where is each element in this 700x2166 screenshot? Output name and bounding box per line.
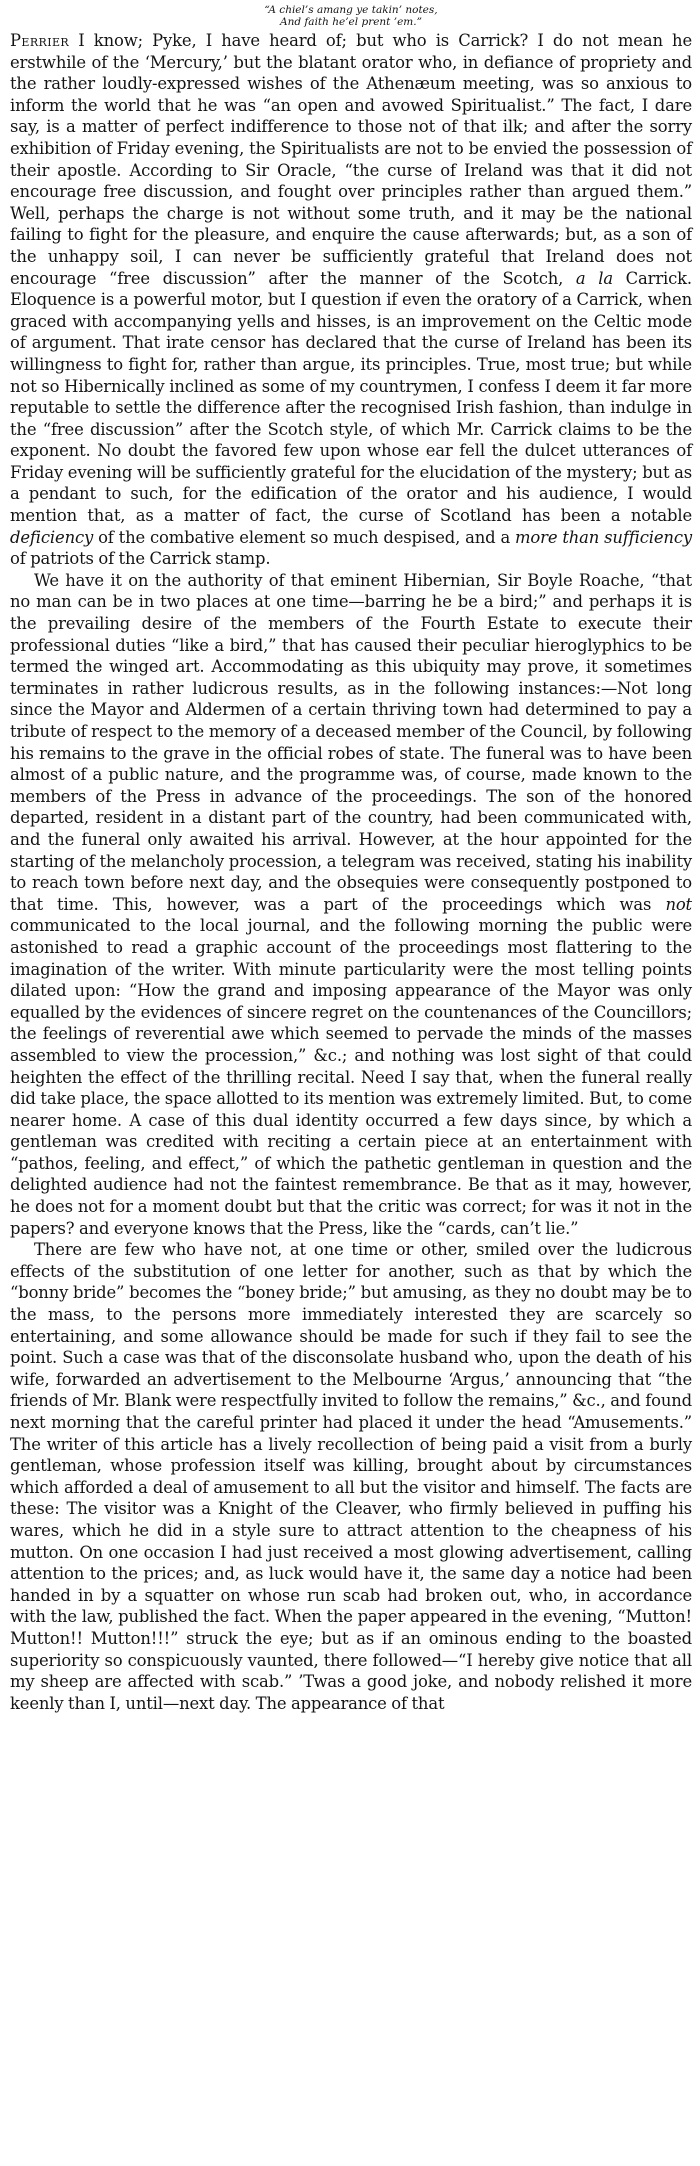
italic-phrase: more than sufficiency bbox=[515, 527, 692, 547]
article-body bbox=[10, 30, 692, 1714]
italic-phrase: not bbox=[665, 894, 692, 914]
paragraph-text: of patriots of the Carrick stamp. bbox=[10, 549, 271, 569]
paragraph-funeral bbox=[10, 570, 692, 1239]
paragraph-text: I know; Pyke, I have heard of; but who is Carrick? I do not mean he erstwhile of the ‘Mercury,’ but the blatant orator who, in defiance of propriety and the rather loudly-expressed wishes of the Athenæum meeting, was so anxious to inform the world that he was “an open and avowed Spiritualist.” The fact, I dare say, is a matter of perfect indifference to those not of that ilk; and after the sorry exhibition of Friday evening, the Spiritualists are not to be envied the possession of their apostle. According to Sir Oracle, “the curse of Ireland was that it did not encourage free discussion, and fought over principles rather than argued them.” Well, perhaps the charge is not without some truth, and it may be the national failing to fight for the pleasure, and enquire the cause afterwards; but, as a son of the unhappy soil, I can never be sufficiently grateful that Ireland does not encourage “free discussion” after the manner of the Scotch, bbox=[10, 31, 692, 288]
paragraph-text: of the combative element so much despised, and a bbox=[93, 527, 516, 547]
paragraph-text: There are few who have not, at one time or other, smiled over the ludicrous effects of the substitution of one letter for another, such as that by which the “bonny bride” becomes the “boney bride;” but amusing, as they no doubt may be to the mass, to the persons more immediately interested they are scarcely so entertaining, and some allowance should be made for such if they fail to see the point. Such a case was that of the disconsolate husband who, upon the death of his wife, forwarded an advertisement to the Melbourne ‘Argus,’ announcing that “the friends of Mr. Blank were respectfully invited to follow the remains,” &c., and found next morning that the careful printer had placed it under the head “Amusements.” The writer of this article has a lively recollection of being paid a visit from a burly gentleman, whose profession itself was killing, brought about by circumstances which afforded a deal of amusement to all but the visitor and himself. The facts are these: The visitor was a Knight of the Cleaver, who firmly believed in puffing his wares, which he did in a style sure to attract attention to the cheapness of his mutton. On one occasion I had just received a most glowing advertisement, calling attention to the prices; and, as luck would have it, the same day a notice had been handed in by a squatter on whose run scab had broken out, who, in accordance with the law, published the fact. When the paper appeared in the evening, “Mutton! Mutton!! Mutton!!!” struck the eye; but as if an ominous ending to the boasted superiority so conspicuously vaunted, there followed—“I hereby give notice that all my sheep are affected with scab.” ’Twas a good joke, and nobody relished it more keenly than I, until—next day. The appearance of that bbox=[10, 1240, 692, 1713]
italic-phrase: a la bbox=[575, 268, 613, 288]
column-motto bbox=[10, 4, 692, 28]
motto-line-1: “A chiel’s amang ye takin’ notes, bbox=[264, 4, 438, 16]
motto-line-2: And faith he’el prent ’em.” bbox=[280, 16, 422, 28]
paragraph-carrick bbox=[10, 30, 692, 570]
italic-phrase: deficiency bbox=[10, 527, 94, 547]
lead-word: Perrier bbox=[10, 31, 70, 50]
paragraph-text: communicated to the local journal, and the following morning the public were astonished to read a graphic account of the proceedings most flattering to the imagination of the writer. With minute particularity were the most telling points dilated upon: “How the grand and imposing appearance of the Mayor was only equalled by the evidences of sincere regret on the countenances of the Councillors; the feelings of reverential awe which seemed to pervade the minds of the masses assembled to view the procession,” &c.; and nothing was lost sight of that could heighten the effect of the thrilling recital. Need I say that, when the funeral really did take place, the space allotted to its mention was extremely limited. But, to come nearer home. A case of this dual identity occurred a few days since, by which a gentleman was credited with reciting a certain piece at an entertainment with “pathos, feeling, and effect,” of which the pathetic gentleman in question and the delighted audience had not the faintest remembrance. Be that as it may, however, he does not for a moment doubt but that the critic was correct; for was it not in the papers? and everyone knows that the Press, like the “cards, can’t lie.” bbox=[10, 916, 692, 1238]
paragraph-mutton bbox=[10, 1239, 692, 1714]
paragraph-text: We have it on the authority of that eminent Hibernian, Sir Boyle Roache, “that no man can be in two places at one time—barring he be a bird;” and perhaps it is the prevailing desire of the members of the Fourth Estate to execute their professional duties “like a bird,” that has caused their peculiar hieroglyphics to be termed the winged art. Accommodating as this ubiquity may prove, it sometimes terminates in rather ludicrous results, as in the following instances:—Not long since the Mayor and Aldermen of a certain thriving town had determined to pay a tribute of respect to the memory of a deceased member of the Council, by following his remains to the grave in the official robes of state. The funeral was to have been almost of a public nature, and the programme was, of course, made known to the members of the Press in advance of the proceedings. The son of the honored departed, resident in a distant part of the country, had been communicated with, and the funeral only awaited his arrival. However, at the hour appointed for the starting of the melancholy procession, a telegram was received, stating his inability to reach town before next day, and the obsequies were consequently postponed to that time. This, however, was a part of the proceedings which was bbox=[10, 570, 692, 914]
paragraph-text: Carrick. Eloquence is a powerful motor, but I question if even the oratory of a Carrick, when graced with accompanying yells and hisses, is an improvement on the Celtic mode of argument. That irate censor has declared that the curse of Ireland has been its willingness to fight for, rather than argue, its principles. True, most true; but while not so Hibernically inclined as some of my countrymen, I confess I deem it far more reputable to settle the difference after the recognised Irish fashion, than indulge in the “free discussion” after the Scotch style, of which Mr. Carrick claims to be the exponent. No doubt the favored few upon whose ear fell the dulcet utterances of Friday evening will be sufficiently grateful for the elucidation of the mystery; but as a pendant to such, for the edification of the orator and his audience, I would mention that, as a matter of fact, the curse of Scotland has been a notable bbox=[10, 268, 692, 526]
